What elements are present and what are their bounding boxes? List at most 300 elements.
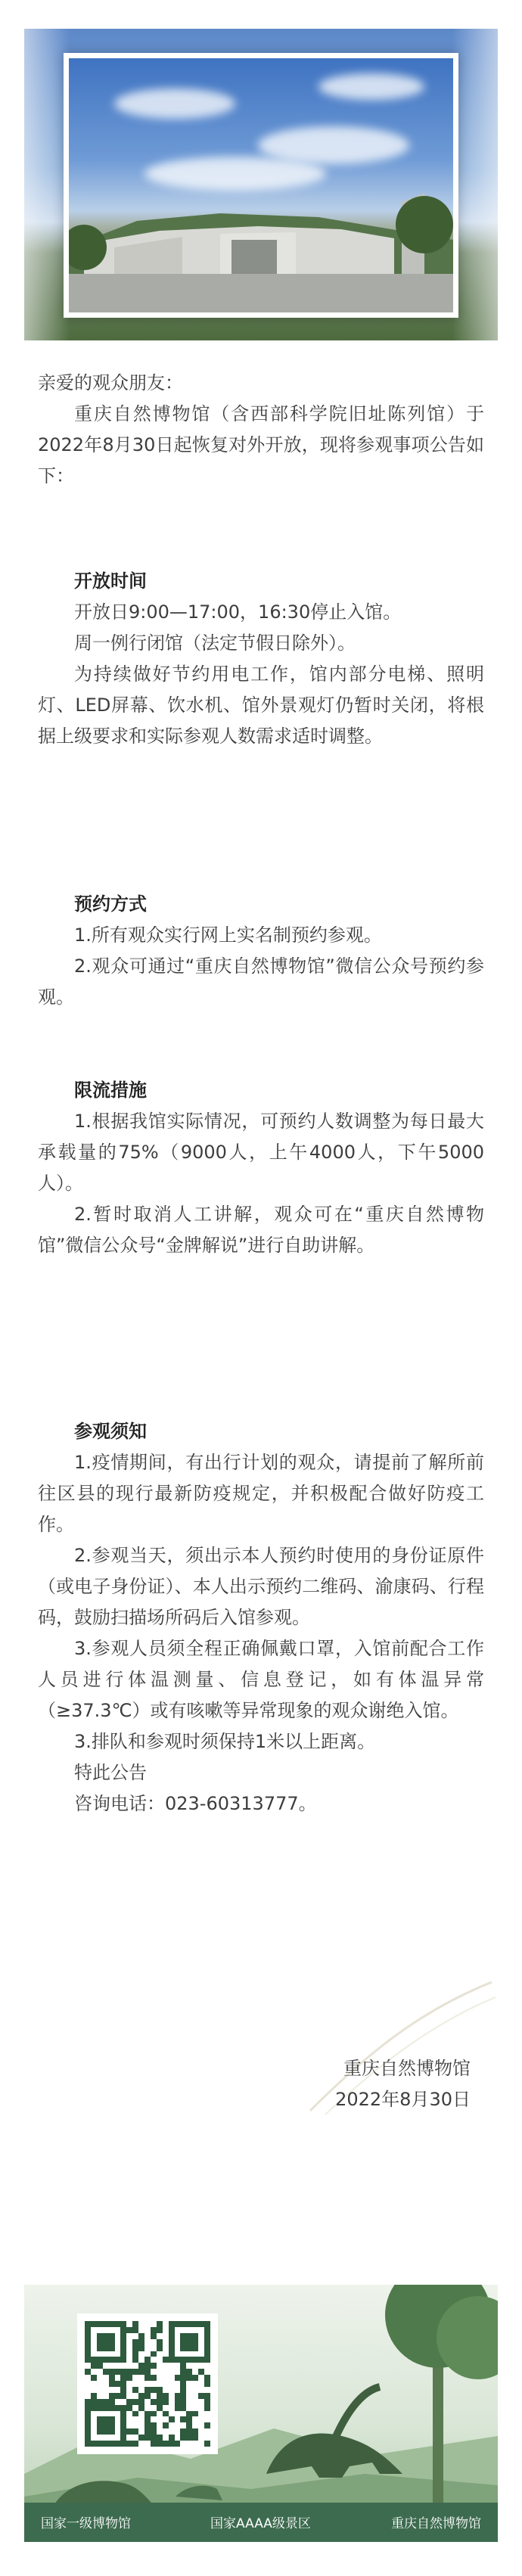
qr-module <box>186 2351 192 2357</box>
qr-module <box>115 2381 121 2387</box>
qr-module <box>163 2369 169 2375</box>
qr-module <box>180 2399 186 2405</box>
qr-module <box>97 2363 103 2369</box>
qr-module <box>120 2416 126 2422</box>
qr-module <box>151 2416 157 2422</box>
qr-module <box>163 2381 169 2387</box>
qr-module <box>138 2387 144 2393</box>
qr-module <box>192 2405 198 2411</box>
qr-module <box>109 2416 115 2422</box>
footer-label-left: 国家一级博物馆 <box>41 2516 131 2531</box>
qr-module <box>175 2428 181 2435</box>
qr-module <box>151 2351 157 2357</box>
qr-module <box>132 2422 138 2428</box>
qr-module <box>151 2441 157 2447</box>
section-title: 限流措施 <box>74 1080 147 1101</box>
qr-module <box>163 2363 169 2369</box>
qr-module <box>85 2411 91 2417</box>
qr-module <box>138 2369 144 2375</box>
qr-module <box>180 2416 186 2422</box>
qr-module <box>103 2333 109 2339</box>
qr-module <box>126 2357 132 2363</box>
qr-module <box>138 2357 144 2363</box>
qr-module <box>186 2411 192 2417</box>
qr-module <box>115 2345 121 2351</box>
qr-module <box>126 2422 132 2428</box>
qr-module <box>192 2357 198 2363</box>
qr-module <box>198 2393 204 2399</box>
qr-module <box>163 2399 169 2405</box>
qr-module <box>198 2321 204 2327</box>
qr-module <box>198 2422 204 2428</box>
qr-module <box>103 2416 109 2422</box>
qr-module <box>175 2363 181 2369</box>
qr-code[interactable] <box>77 2313 218 2454</box>
qr-module <box>157 2428 163 2435</box>
section-visit-notice <box>38 1416 484 1819</box>
qr-module <box>151 2405 157 2411</box>
qr-module <box>103 2339 109 2345</box>
qr-module <box>91 2345 97 2351</box>
qr-module <box>169 2351 175 2357</box>
qr-module <box>144 2405 151 2411</box>
qr-module <box>180 2363 186 2369</box>
qr-module <box>120 2369 126 2375</box>
qr-module <box>151 2339 157 2345</box>
qr-module <box>163 2339 169 2345</box>
qr-module <box>120 2422 126 2428</box>
qr-module <box>175 2375 181 2381</box>
qr-module <box>163 2387 169 2393</box>
qr-module <box>163 2416 169 2422</box>
qr-module <box>192 2327 198 2333</box>
qr-module <box>126 2375 132 2381</box>
qr-module <box>169 2405 175 2411</box>
qr-module <box>175 2435 181 2441</box>
qr-module <box>204 2351 210 2357</box>
qr-module <box>97 2333 103 2339</box>
qr-module <box>126 2333 132 2339</box>
qr-module <box>186 2393 192 2399</box>
qr-module <box>115 2416 121 2422</box>
qr-module <box>157 2339 163 2345</box>
qr-module <box>132 2435 138 2441</box>
qr-module <box>169 2441 175 2447</box>
qr-module <box>109 2387 115 2393</box>
qr-module <box>85 2441 91 2447</box>
qr-module <box>151 2435 157 2441</box>
qr-module <box>126 2387 132 2393</box>
qr-module <box>144 2339 151 2345</box>
qr-module <box>85 2428 91 2435</box>
qr-module <box>132 2411 138 2417</box>
qr-module <box>109 2363 115 2369</box>
qr-module <box>151 2321 157 2327</box>
section-booking <box>38 889 484 1013</box>
qr-module <box>120 2345 126 2351</box>
qr-module <box>138 2327 144 2333</box>
qr-module <box>126 2428 132 2435</box>
qr-module <box>132 2339 138 2345</box>
hero-photo <box>24 29 498 340</box>
qr-module <box>97 2399 103 2405</box>
section-title: 开放时间 <box>74 570 147 592</box>
qr-module <box>97 2375 103 2381</box>
qr-module <box>85 2333 91 2339</box>
qr-module <box>198 2387 204 2393</box>
qr-module <box>126 2393 132 2399</box>
qr-module <box>103 2405 109 2411</box>
qr-module <box>175 2399 181 2405</box>
qr-module <box>151 2363 157 2369</box>
qr-module <box>180 2339 186 2345</box>
qr-module <box>126 2363 132 2369</box>
qr-module <box>169 2381 175 2387</box>
qr-module <box>85 2351 91 2357</box>
qr-module <box>175 2387 181 2393</box>
museum-photo-frame <box>64 53 458 318</box>
qr-module <box>144 2363 151 2369</box>
section-opening-hours <box>38 566 484 752</box>
qr-module <box>103 2441 109 2447</box>
qr-module <box>163 2321 169 2327</box>
qr-module <box>157 2363 163 2369</box>
qr-module <box>204 2321 210 2327</box>
qr-module <box>163 2351 169 2357</box>
qr-module <box>85 2357 91 2363</box>
qr-module <box>103 2387 109 2393</box>
qr-module <box>163 2327 169 2333</box>
qr-module <box>132 2351 138 2357</box>
qr-module <box>120 2441 126 2447</box>
qr-module <box>120 2351 126 2357</box>
qr-module <box>186 2416 192 2422</box>
qr-module <box>198 2363 204 2369</box>
qr-module <box>169 2411 175 2417</box>
qr-module <box>91 2327 97 2333</box>
qr-module <box>115 2321 121 2327</box>
qr-module <box>132 2399 138 2405</box>
qr-module <box>151 2387 157 2393</box>
qr-module <box>151 2333 157 2339</box>
qr-module <box>175 2333 181 2339</box>
limit-item: 2.暂时取消人工讲解，观众可在“重庆自然博物馆”微信公众号“金牌解说”进行自助讲解。 <box>38 1204 484 1256</box>
qr-module <box>91 2405 97 2411</box>
hours-line: 开放日9:00—17:00，16:30停止入馆。 <box>74 601 402 623</box>
qr-module <box>132 2375 138 2381</box>
qr-module <box>204 2422 210 2428</box>
qr-module <box>132 2381 138 2387</box>
qr-module <box>163 2345 169 2351</box>
qr-module <box>204 2405 210 2411</box>
qr-module <box>91 2321 97 2327</box>
qr-module <box>138 2345 144 2351</box>
qr-module <box>138 2405 144 2411</box>
qr-module <box>109 2351 115 2357</box>
qr-module <box>109 2428 115 2435</box>
qr-module <box>126 2321 132 2327</box>
qr-module <box>91 2375 97 2381</box>
qr-module <box>198 2375 204 2381</box>
qr-module <box>109 2381 115 2387</box>
qr-module <box>120 2339 126 2345</box>
hero-blur-edge <box>24 29 70 340</box>
qr-module <box>97 2327 103 2333</box>
qr-module <box>126 2441 132 2447</box>
qr-module <box>115 2363 121 2369</box>
qr-module <box>132 2321 138 2327</box>
qr-module <box>204 2339 210 2345</box>
qr-module <box>192 2393 198 2399</box>
qr-module <box>103 2327 109 2333</box>
qr-module <box>144 2416 151 2422</box>
qr-module <box>120 2381 126 2387</box>
qr-module <box>144 2345 151 2351</box>
qr-module <box>120 2399 126 2405</box>
qr-module <box>132 2369 138 2375</box>
qr-module <box>91 2441 97 2447</box>
qr-module <box>169 2339 175 2345</box>
qr-module <box>151 2375 157 2381</box>
qr-module <box>97 2441 103 2447</box>
qr-module <box>198 2416 204 2422</box>
qr-module <box>126 2327 132 2333</box>
letter-intro <box>38 368 484 492</box>
qr-module <box>163 2405 169 2411</box>
qr-module <box>169 2333 175 2339</box>
qr-module <box>175 2416 181 2422</box>
qr-module <box>103 2357 109 2363</box>
qr-module <box>97 2369 103 2375</box>
qr-module <box>169 2387 175 2393</box>
qr-module <box>138 2339 144 2345</box>
qr-module <box>204 2375 210 2381</box>
qr-module <box>109 2375 115 2381</box>
qr-module <box>186 2405 192 2411</box>
greeting: 亲爱的观众朋友： <box>38 372 183 393</box>
qr-module <box>169 2321 175 2327</box>
qr-module <box>138 2428 144 2435</box>
qr-module <box>97 2422 103 2428</box>
qr-module <box>204 2369 210 2375</box>
qr-module <box>120 2387 126 2393</box>
contact-line: 咨询电话：023-60313777。 <box>74 1793 317 1814</box>
qr-module <box>85 2345 91 2351</box>
qr-module <box>103 2411 109 2417</box>
qr-module <box>204 2428 210 2435</box>
qr-module <box>169 2345 175 2351</box>
qr-module <box>198 2339 204 2345</box>
qr-module <box>175 2327 181 2333</box>
qr-module <box>97 2351 103 2357</box>
qr-module <box>138 2416 144 2422</box>
qr-module <box>169 2393 175 2399</box>
qr-module <box>91 2381 97 2387</box>
qr-module <box>192 2345 198 2351</box>
qr-module <box>204 2399 210 2405</box>
qr-module <box>103 2363 109 2369</box>
qr-module <box>204 2435 210 2441</box>
qr-module <box>126 2399 132 2405</box>
qr-module <box>103 2345 109 2351</box>
qr-module <box>151 2369 157 2375</box>
qr-module <box>198 2399 204 2405</box>
qr-module <box>151 2393 157 2399</box>
qr-module <box>138 2333 144 2339</box>
qr-module <box>186 2327 192 2333</box>
qr-module <box>175 2369 181 2375</box>
qr-module <box>186 2345 192 2351</box>
qr-module <box>198 2411 204 2417</box>
qr-module <box>138 2411 144 2417</box>
qr-module <box>157 2405 163 2411</box>
qr-module <box>157 2411 163 2417</box>
qr-module <box>198 2345 204 2351</box>
qr-module <box>103 2422 109 2428</box>
qr-module <box>138 2399 144 2405</box>
qr-module <box>109 2422 115 2428</box>
qr-module <box>186 2363 192 2369</box>
qr-module <box>138 2441 144 2447</box>
qr-module <box>192 2321 198 2327</box>
qr-module <box>151 2422 157 2428</box>
qr-module <box>180 2357 186 2363</box>
qr-module <box>115 2393 121 2399</box>
qr-module <box>120 2435 126 2441</box>
qr-module <box>204 2363 210 2369</box>
qr-module <box>186 2333 192 2339</box>
qr-module <box>138 2351 144 2357</box>
qr-module <box>109 2333 115 2339</box>
qr-module <box>85 2405 91 2411</box>
booking-item: 1.所有观众实行网上实名制预约参观。 <box>74 924 382 946</box>
qr-module <box>186 2441 192 2447</box>
qr-module <box>144 2327 151 2333</box>
qr-module <box>157 2381 163 2387</box>
qr-module <box>91 2411 97 2417</box>
qr-module <box>180 2435 186 2441</box>
qr-module <box>115 2405 121 2411</box>
qr-module <box>109 2345 115 2351</box>
qr-module <box>120 2428 126 2435</box>
qr-module <box>204 2345 210 2351</box>
qr-module <box>175 2405 181 2411</box>
qr-module <box>109 2327 115 2333</box>
section-flow-limits <box>38 1075 484 1261</box>
qr-module <box>103 2351 109 2357</box>
qr-module <box>204 2416 210 2422</box>
qr-module <box>169 2357 175 2363</box>
qr-module <box>91 2399 97 2405</box>
qr-module <box>151 2381 157 2387</box>
qr-module <box>91 2369 97 2375</box>
qr-module <box>138 2422 144 2428</box>
qr-module <box>85 2321 91 2327</box>
qr-module <box>144 2375 151 2381</box>
qr-module <box>138 2381 144 2387</box>
qr-module <box>198 2435 204 2441</box>
qr-module <box>198 2351 204 2357</box>
qr-module <box>85 2435 91 2441</box>
qr-module <box>109 2357 115 2363</box>
qr-module <box>169 2422 175 2428</box>
qr-module <box>109 2393 115 2399</box>
qr-module <box>91 2363 97 2369</box>
qr-module <box>163 2375 169 2381</box>
qr-module <box>180 2369 186 2375</box>
qr-module <box>97 2381 103 2387</box>
qr-module <box>103 2435 109 2441</box>
qr-module <box>132 2428 138 2435</box>
qr-module <box>115 2339 121 2345</box>
qr-module <box>115 2351 121 2357</box>
qr-module <box>85 2381 91 2387</box>
qr-module <box>180 2387 186 2393</box>
qr-module <box>91 2416 97 2422</box>
qr-module <box>157 2345 163 2351</box>
qr-module <box>85 2387 91 2393</box>
footer-label-right: 重庆自然博物馆 <box>391 2516 481 2531</box>
qr-module <box>144 2393 151 2399</box>
qr-module <box>192 2369 198 2375</box>
qr-module <box>186 2357 192 2363</box>
qr-module <box>169 2375 175 2381</box>
qr-module <box>115 2428 121 2435</box>
qr-module <box>103 2428 109 2435</box>
qr-module <box>186 2321 192 2327</box>
qr-module <box>175 2393 181 2399</box>
limit-item: 1.根据我馆实际情况，可预约人数调整为每日最大承载量的75%（9000人，上午4000人，下午5000人）。 <box>38 1111 484 1194</box>
qr-module <box>198 2357 204 2363</box>
qr-module <box>126 2369 132 2375</box>
qr-module <box>180 2381 186 2387</box>
qr-module <box>144 2441 151 2447</box>
qr-module <box>103 2375 109 2381</box>
qr-module <box>157 2369 163 2375</box>
qr-module <box>126 2435 132 2441</box>
qr-module <box>85 2363 91 2369</box>
qr-module <box>109 2339 115 2345</box>
qr-module <box>144 2428 151 2435</box>
qr-module <box>180 2333 186 2339</box>
qr-module <box>180 2428 186 2435</box>
qr-module <box>144 2399 151 2405</box>
qr-module <box>198 2441 204 2447</box>
qr-module <box>157 2393 163 2399</box>
qr-module <box>109 2441 115 2447</box>
notice-item: 1.疫情期间，有出行计划的观众，请提前了解所前往区县的现行最新防疫规定，并积极配合做好防疫工作。 <box>38 1452 484 1535</box>
qr-module <box>151 2345 157 2351</box>
qr-module <box>169 2369 175 2375</box>
qr-module <box>192 2399 198 2405</box>
qr-module <box>186 2399 192 2405</box>
qr-module <box>198 2369 204 2375</box>
qr-module <box>157 2375 163 2381</box>
qr-module <box>120 2357 126 2363</box>
qr-module <box>163 2393 169 2399</box>
qr-module <box>91 2435 97 2441</box>
qr-module <box>103 2321 109 2327</box>
qr-module <box>97 2411 103 2417</box>
qr-module <box>180 2441 186 2447</box>
qr-module <box>192 2363 198 2369</box>
qr-module <box>157 2327 163 2333</box>
qr-module <box>109 2411 115 2417</box>
qr-module <box>132 2363 138 2369</box>
qr-module <box>192 2435 198 2441</box>
qr-module <box>85 2393 91 2399</box>
qr-module <box>163 2428 169 2435</box>
